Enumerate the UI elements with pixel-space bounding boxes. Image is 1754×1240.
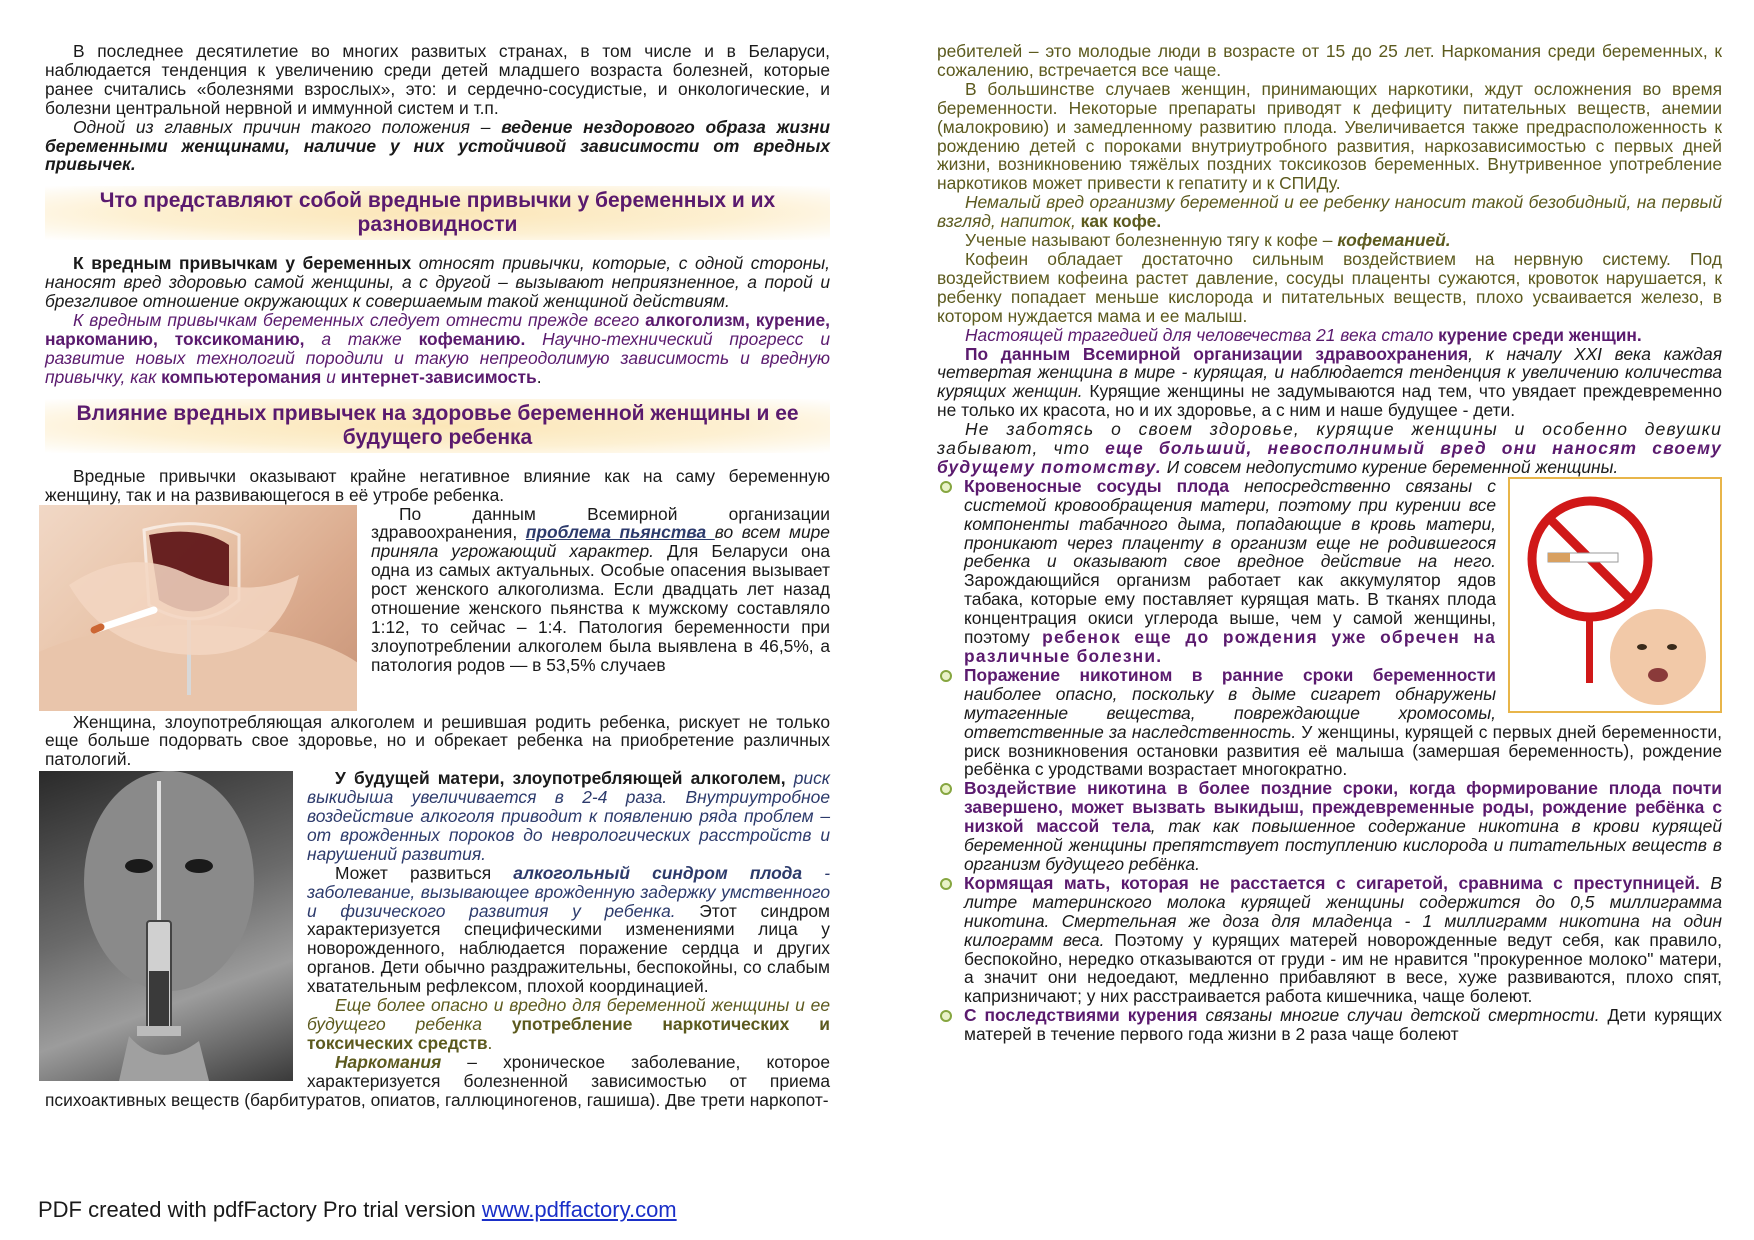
list-item: С последствиями курения связаны многие случаи детской смертности. Дети курящих матерей в течение первого года жизни в 2 раза чаще болеют [937, 1006, 1722, 1044]
habits-list-paragraph: К вредным привычкам беременных следует отнести прежде всего алкоголизм, курение, наркоманию, токсикоманию, а также кофеманию. Научно-технический прогресс и развитие новых технологий породили и такую непреодолимую зависимость и вредную привычку, как компьютеромания и интернет-зависимость. [45, 310, 830, 387]
wine-smoking-photo [39, 505, 357, 711]
alcohol-risk-paragraph: Женщина, злоупотребляющая алкоголем и решившая родить ребенка, рискует не только еще больше подорвать свое здоровье, но и обрекает ребенка на приобретение различных патологий. [45, 711, 830, 770]
pdffactory-link[interactable]: www.pdffactory.com [481, 1197, 677, 1222]
syringe-photo [39, 771, 293, 1081]
drug-users-paragraph: ребителей – это молодые люди в возрасте от 15 до 25 лет. Наркомания среди беременных, к сожалению, встречается все чаще. [937, 41, 1722, 80]
smoking-tragedy-paragraph: Настоящей трагедией для человечества 21 века стало курение среди женщин. [965, 324, 1642, 345]
intro-cause-paragraph: Одной из главных причин такого положения – ведение нездорового образа жизни беременными женщинами, наличие у них устойчивой зависимости от вредных привычек. [45, 116, 830, 175]
smoking-effects-list [937, 477, 1722, 1044]
influence-paragraph: Вредные привычки оказывают крайне негативное влияние как на саму беременную женщину, так и на развивающегося в её утробе ребенка. [45, 465, 830, 505]
left-column [45, 42, 830, 1110]
who-smoking-paragraph: По данным Всемирной организации здравоохранения, к началу XXI века каждая четвертая женщина в мире - курящая, и наблюдается тенденция к увеличению количества курящих женщин. Курящие женщины не задумываются над тем, что увядает преждевременно не только их красота, но и их здоровье, а с ним и наше будущее - дети. [937, 343, 1722, 421]
drug-complications-paragraph: В большинстве случаев женщин, принимающих наркотики, ждут осложнения во время беременности. Некоторые препараты приводят к дефициту питательных веществ, анемии (малокровию) и замедленному развитию плода. Увеличивается также предрасположенность к рождению детей с пороками внутриутробного развития, наркозависимостью с первых дней жизни, возникновению тяжёлых поздних токсикозов беременных. Внутривенное употребление наркотиков может привести к гепатиту и к СПИДу. [937, 78, 1722, 194]
list-item: Воздействие никотина в более поздние сроки, когда формирование плода почти завершено, может вызвать выкидыш, преждевременные роды, рождение ребёнка с низкой массой тела, так как повышенное содержание никотина в крови курящей беременной женщины препятствует поступлению кислорода и питательных веществ в организм будущего ребёнка. [937, 779, 1722, 874]
list-item: Поражение никотином в ранние сроки беременности наиболее опасно, поскольку в дыме сигарет обнаружены мутагенные вещества, повреждающие хромосомы, ответственные за наследственность. У женщины, курящей с первых дней беременности, риск возникновения остановки развития её малыша (замершая беременность), рождение ребёнка с уродствами возрастает многократно. [937, 666, 1722, 779]
section-heading-habits: Что представляют собой вредные привычки у беременных и их разновидности [45, 186, 830, 240]
drug-addiction-paragraph: Наркомания – хроническое заболевание, которое характеризуется болезненной зависимостью от приема психоактивных веществ (барбитуратов, опиатов, галлюциногенов, гашиша). Две трети наркопот- [45, 1051, 830, 1110]
habits-definition-paragraph: К вредным привычкам у беременных относят привычки, которые, с одной стороны, наносят вред здоровью самой женщины, а с другой – вызывают неприязненное, а порой и брезгливое отношение окружающих к совершаемым такой женщиной действиям. [45, 253, 830, 312]
list-item: Кормящая мать, которая не расстается с сигаретой, сравнима с преступницей. В литре материнского молока курящей женщины содержится до 0,5 миллиграмма никотина. Смертельная же доза для младенца - 1 миллиграмм никотина на один килограмм веса. Поэтому у курящих матерей новорожденные ведут себя, как правило, беспокойно, нередко отказываются от груди - им не нравится "прокуренное молоко" матери, а значит они недоедают, медленно прибавляют в весе, хуже развиваются, плохо спят, капризничают; у них расстраивается работа кишечника, чаще болеют. [937, 874, 1722, 1006]
alcohol-stats-paragraph: По данным Всемирной организации здравоохранения, проблема пьянства во всем мире приняла угрожающий характер. Для Беларуси она одна из самых актуальных. Особые опасения вызывает рост женского алкоголизма. Если двадцать лет назад отношение женского пьянства к мужскому составляло 1:12, то сейчас – 1:4. Патология беременности при злоупотреблении алкоголем была выявлена в 46,5%, а патология родов — в 53,5% случаев [371, 503, 831, 675]
intro-paragraph: В последнее десятилетие во многих развитых странах, в том числе и в Беларуси, наблюдается тенденция к увеличению среди детей младшего возраста болезней, которые ранее считались «болезнями взрослых», это: и сердечно-сосудистые, и онкологические, и болезни центральной нервной и иммунной систем и т.п. [45, 41, 830, 118]
coffee-mania-paragraph: Ученые называют болезненную тягу к кофе – кофеманией. [965, 230, 1451, 251]
footer-text: PDF created with pdfFactory Pro trial version [38, 1197, 482, 1222]
pdf-footer [38, 1197, 677, 1223]
drugs-paragraph: Еще более опасно и вредно для беременной женщины и ее будущего ребенка употребление наркотических и токсических средств. [307, 995, 830, 1053]
list-item: Кровеносные сосуды плода непосредственно связаны с системой кровообращения матери, поэтому при курении все компоненты табачного дыма, попадающие в кровь матери, проникают через плаценту в организм еще не родившегося ребенка и оказывают свое вредное действие на него. Зарождающийся организм работает как аккумулятор ядов табака, которые ему поставляет курящая мать. В тканях плода концентрация окиси углерода выше, чем у самой женщины, поэтому ребенок еще до рождения уже обречен на различные болезни. [937, 477, 1722, 666]
right-column [937, 42, 1722, 1044]
coffee-harm-paragraph: Немалый вред организму беременной и ее ребенку наносит такой безобидный, на первый взгляд, напиток, как кофе. [937, 192, 1722, 232]
girls-smoking-paragraph: Не заботясь о своем здоровье, курящие женщины и особенно девушки забывают, что еще больший, невосполнимый вред они наносят своему будущему потомству. И совсем недопустимо курение беременной женщины. [937, 419, 1723, 477]
section-heading-influence: Влияние вредных привычек на здоровье беременной женщины и ее будущего ребенка [45, 399, 830, 453]
fetal-syndrome-paragraph: Может развиться алкогольный синдром плода - заболевание, вызывающее врожденную задержку умственного и физического развития у ребенка. Этот синдром характеризуется специфическими изменениями лица у новорожденного, наблюдается поражение сердца и других органов. Дети обычно раздражительны, беспокойны, со слабым хватательным рефлексом, плохой координацией. [307, 862, 830, 997]
caffeine-effect-paragraph: Кофеин обладает достаточно сильным воздействием на нервную систему. Под воздействием кофеина растет давление, сосуды плаценты сужаются, кровоток нарушается, к ребенку попадает меньше кислорода и питательных веществ, плохо усваивается железо, в котором нуждается мама и ее малыш. [937, 248, 1722, 326]
miscarriage-risk-paragraph: У будущей матери, злоупотребляющей алкоголем, риск выкидыша увеличивается в 2-4 раза. Внутриутробное воздействие алкоголя приводит к появлению ряда проблем – от врожденных пороков до неврологических расстройств и нарушений развития. [307, 768, 830, 864]
